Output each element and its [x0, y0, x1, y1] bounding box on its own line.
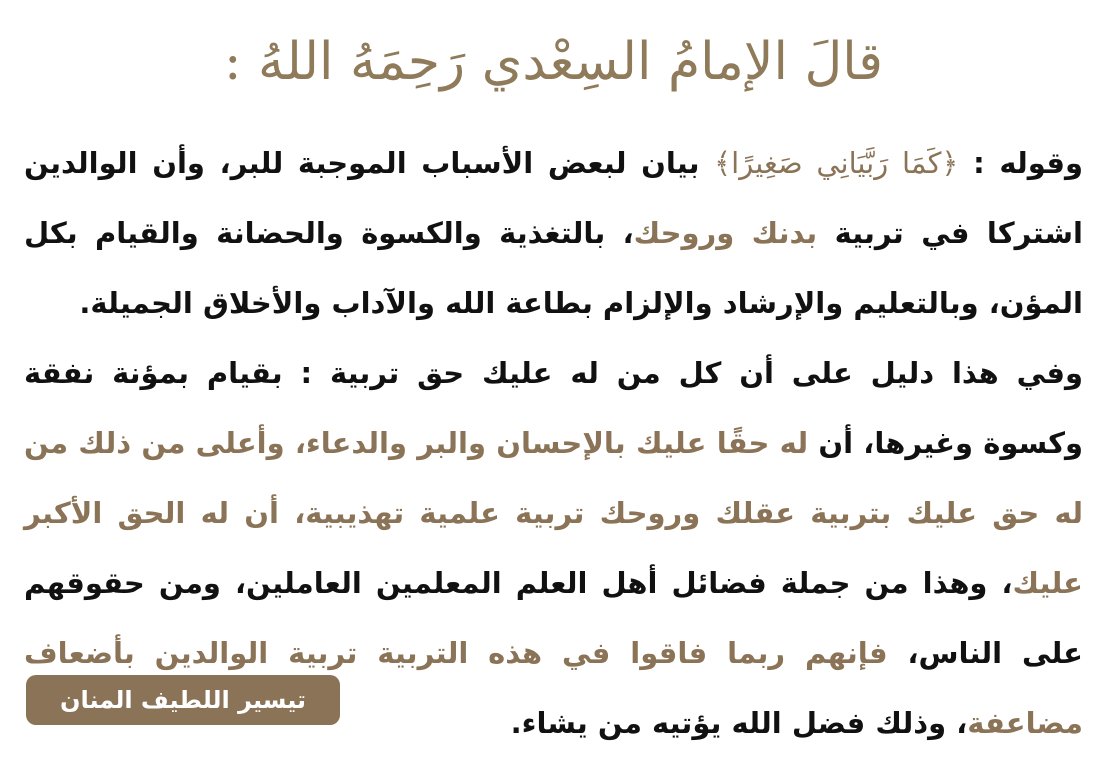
highlighted-text: بدنك وروحك — [633, 216, 818, 250]
text-segment: ، وهذا من جملة فضائل أهل العلم المعلمين العاملين، ومن حقوقهم على الناس، — [24, 566, 1083, 670]
quran-verse: ﴿كَمَا رَبَّيَانِي صَغِيرًا﴾ — [714, 146, 959, 180]
text-segment: ، وذلك فضل الله يؤتيه من يشاء. — [510, 706, 968, 740]
page-title: قالَ الإمامُ السِعْدي رَحِمَهُ اللهُ : — [224, 32, 883, 92]
highlighted-text: له حقًا عليك بالإحسان والبر والدعاء، وأعلى من ذلك من له حق عليك بتربية عقلك وروحك تربية علمية تهذيبية، أن له الحق الأكبر عليك — [24, 426, 1083, 600]
source-badge: تيسير اللطيف المنان — [26, 675, 340, 725]
text-segment: وفي هذا دليل على أن كل من له عليك حق تربية : بقيام بمؤنة نفقة وكسوة وغيرها، أن — [24, 356, 1083, 460]
text-segment: بيان لبعض الأسباب الموجبة للبر، وأن الوالدين اشتركا في تربية — [24, 146, 1083, 250]
text-segment: وقوله : — [958, 146, 1083, 180]
quote-body — [24, 128, 1083, 758]
text-segment: ، بالتغذية والكسوة والحضانة والقيام بكل المؤن، وبالتعليم والإرشاد والإلزام بطاعة الله والآداب والأخلاق الجميلة. — [24, 216, 1083, 320]
highlighted-text: فإنهم ربما فاقوا في هذه التربية تربية الوالدين بأضعاف مضاعفة — [24, 636, 1083, 740]
paragraph-1 — [24, 128, 1083, 338]
